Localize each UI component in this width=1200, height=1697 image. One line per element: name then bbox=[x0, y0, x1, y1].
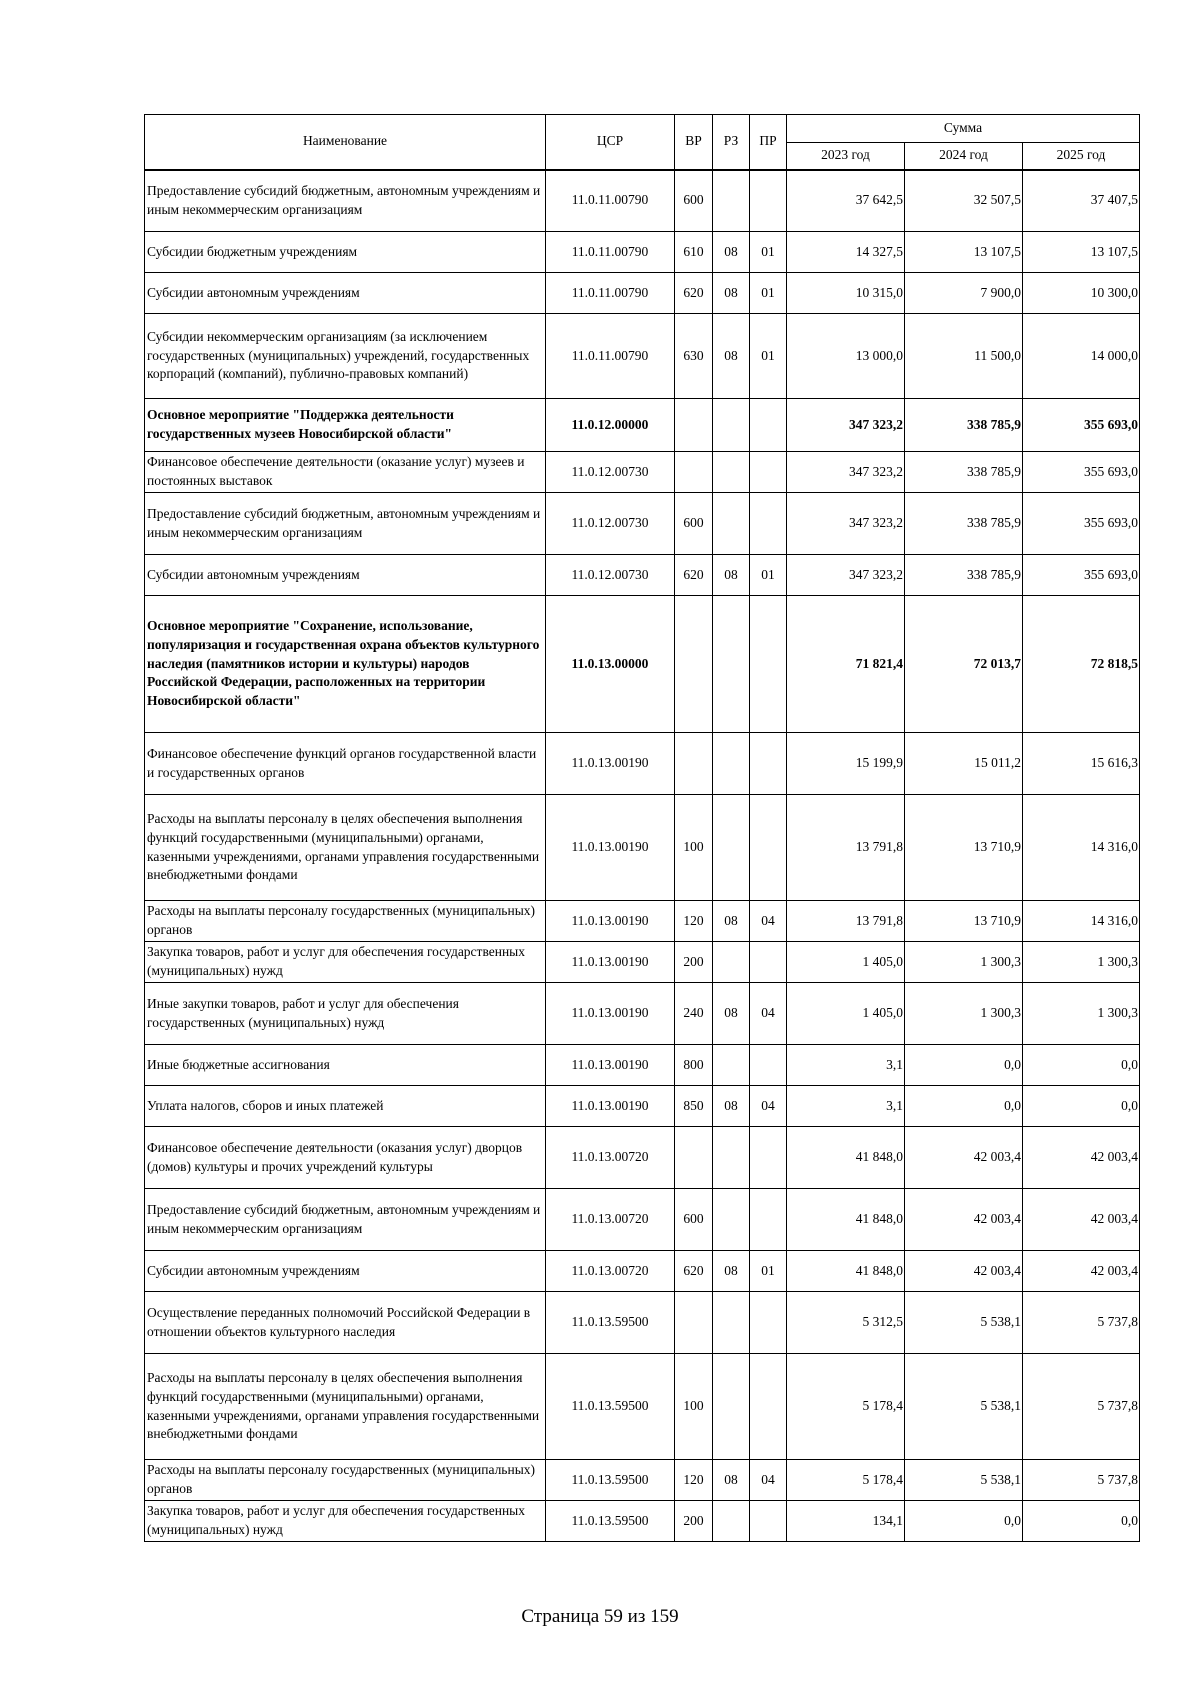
cell-vr: 120 bbox=[675, 901, 713, 942]
cell-csr: 11.0.13.59500 bbox=[546, 1354, 675, 1460]
cell-rz bbox=[713, 1045, 750, 1086]
cell-2025: 42 003,4 bbox=[1023, 1189, 1140, 1251]
table-row bbox=[145, 1251, 1140, 1292]
cell-rz bbox=[713, 1354, 750, 1460]
table-row bbox=[145, 1189, 1140, 1251]
cell-pr bbox=[750, 1127, 787, 1189]
table-row bbox=[145, 399, 1140, 452]
cell-vr: 600 bbox=[675, 170, 713, 232]
cell-csr: 11.0.13.00190 bbox=[546, 1045, 675, 1086]
cell-csr: 11.0.13.00190 bbox=[546, 942, 675, 983]
cell-rz: 08 bbox=[713, 901, 750, 942]
table-row bbox=[145, 942, 1140, 983]
cell-name: Расходы на выплаты персоналу в целях обеспечения выполнения функций государственными (муниципальными) органами, казенными учреждениями, органами управления государственными внебюджетными фондами bbox=[145, 1354, 546, 1460]
cell-pr bbox=[750, 399, 787, 452]
table-row bbox=[145, 314, 1140, 399]
cell-2023: 41 848,0 bbox=[787, 1189, 905, 1251]
cell-rz bbox=[713, 795, 750, 901]
cell-name: Субсидии бюджетным учреждениям bbox=[145, 232, 546, 273]
cell-2025: 1 300,3 bbox=[1023, 942, 1140, 983]
cell-2023: 5 178,4 bbox=[787, 1460, 905, 1501]
cell-pr bbox=[750, 1045, 787, 1086]
cell-2024: 42 003,4 bbox=[905, 1189, 1023, 1251]
table-row bbox=[145, 493, 1140, 555]
cell-name: Предоставление субсидий бюджетным, автономным учреждениям и иным некоммерческим организациям bbox=[145, 1189, 546, 1251]
table-row bbox=[145, 733, 1140, 795]
cell-pr bbox=[750, 1189, 787, 1251]
cell-name: Расходы на выплаты персоналу государственных (муниципальных) органов bbox=[145, 1460, 546, 1501]
cell-2025: 1 300,3 bbox=[1023, 983, 1140, 1045]
cell-2023: 3,1 bbox=[787, 1086, 905, 1127]
cell-vr: 120 bbox=[675, 1460, 713, 1501]
cell-pr: 01 bbox=[750, 1251, 787, 1292]
cell-csr: 11.0.13.00190 bbox=[546, 983, 675, 1045]
cell-name: Предоставление субсидий бюджетным, автономным учреждениям и иным некоммерческим организациям bbox=[145, 170, 546, 232]
cell-2025: 72 818,5 bbox=[1023, 596, 1140, 733]
cell-2025: 14 000,0 bbox=[1023, 314, 1140, 399]
table-row bbox=[145, 983, 1140, 1045]
cell-pr bbox=[750, 942, 787, 983]
cell-csr: 11.0.11.00790 bbox=[546, 273, 675, 314]
table-row bbox=[145, 596, 1140, 733]
cell-name: Уплата налогов, сборов и иных платежей bbox=[145, 1086, 546, 1127]
cell-csr: 11.0.12.00730 bbox=[546, 555, 675, 596]
cell-rz bbox=[713, 733, 750, 795]
cell-csr: 11.0.13.00190 bbox=[546, 795, 675, 901]
cell-pr: 04 bbox=[750, 901, 787, 942]
cell-csr: 11.0.12.00730 bbox=[546, 493, 675, 555]
cell-rz bbox=[713, 452, 750, 493]
cell-csr: 11.0.13.00190 bbox=[546, 901, 675, 942]
cell-2024: 0,0 bbox=[905, 1086, 1023, 1127]
cell-vr: 100 bbox=[675, 1354, 713, 1460]
cell-rz bbox=[713, 399, 750, 452]
cell-2023: 41 848,0 bbox=[787, 1127, 905, 1189]
cell-2023: 41 848,0 bbox=[787, 1251, 905, 1292]
cell-2024: 338 785,9 bbox=[905, 399, 1023, 452]
cell-vr bbox=[675, 596, 713, 733]
cell-vr bbox=[675, 733, 713, 795]
cell-rz: 08 bbox=[713, 232, 750, 273]
cell-name: Предоставление субсидий бюджетным, автономным учреждениям и иным некоммерческим организациям bbox=[145, 493, 546, 555]
cell-2023: 71 821,4 bbox=[787, 596, 905, 733]
cell-pr: 04 bbox=[750, 1460, 787, 1501]
cell-pr: 01 bbox=[750, 555, 787, 596]
cell-rz: 08 bbox=[713, 1086, 750, 1127]
cell-vr bbox=[675, 1292, 713, 1354]
cell-2023: 347 323,2 bbox=[787, 555, 905, 596]
cell-name: Расходы на выплаты персоналу государственных (муниципальных) органов bbox=[145, 901, 546, 942]
table-row bbox=[145, 1086, 1140, 1127]
cell-rz: 08 bbox=[713, 273, 750, 314]
cell-2025: 42 003,4 bbox=[1023, 1251, 1140, 1292]
cell-2023: 14 327,5 bbox=[787, 232, 905, 273]
cell-name: Иные бюджетные ассигнования bbox=[145, 1045, 546, 1086]
header-year-2024: 2024 год bbox=[905, 143, 1023, 170]
cell-pr bbox=[750, 795, 787, 901]
cell-2023: 5 312,5 bbox=[787, 1292, 905, 1354]
cell-2024: 338 785,9 bbox=[905, 493, 1023, 555]
cell-name: Субсидии некоммерческим организациям (за исключением государственных (муниципальных) учреждений, государственных корпораций (компаний), публично-правовых компаний) bbox=[145, 314, 546, 399]
cell-2024: 0,0 bbox=[905, 1501, 1023, 1542]
cell-2024: 5 538,1 bbox=[905, 1460, 1023, 1501]
cell-name: Субсидии автономным учреждениям bbox=[145, 555, 546, 596]
cell-2024: 5 538,1 bbox=[905, 1354, 1023, 1460]
table-body bbox=[145, 170, 1140, 1542]
cell-vr: 600 bbox=[675, 493, 713, 555]
cell-2023: 15 199,9 bbox=[787, 733, 905, 795]
cell-vr: 630 bbox=[675, 314, 713, 399]
header-pr: ПР bbox=[750, 115, 787, 170]
cell-2023: 3,1 bbox=[787, 1045, 905, 1086]
cell-2025: 5 737,8 bbox=[1023, 1460, 1140, 1501]
cell-vr: 620 bbox=[675, 555, 713, 596]
cell-rz bbox=[713, 596, 750, 733]
header-csr: ЦСР bbox=[546, 115, 675, 170]
cell-name: Осуществление переданных полномочий Российской Федерации в отношении объектов культурного наследия bbox=[145, 1292, 546, 1354]
cell-pr bbox=[750, 596, 787, 733]
cell-csr: 11.0.13.00720 bbox=[546, 1251, 675, 1292]
cell-pr: 01 bbox=[750, 232, 787, 273]
cell-2025: 5 737,8 bbox=[1023, 1292, 1140, 1354]
page-number: Страница 59 из 159 bbox=[521, 1606, 679, 1627]
cell-pr bbox=[750, 493, 787, 555]
cell-2024: 42 003,4 bbox=[905, 1251, 1023, 1292]
table-row bbox=[145, 232, 1140, 273]
cell-2025: 14 316,0 bbox=[1023, 795, 1140, 901]
cell-2025: 0,0 bbox=[1023, 1086, 1140, 1127]
cell-2024: 338 785,9 bbox=[905, 452, 1023, 493]
cell-2024: 72 013,7 bbox=[905, 596, 1023, 733]
cell-rz bbox=[713, 1189, 750, 1251]
cell-vr: 850 bbox=[675, 1086, 713, 1127]
header-year-2025: 2025 год bbox=[1023, 143, 1140, 170]
cell-vr: 610 bbox=[675, 232, 713, 273]
header-name: Наименование bbox=[145, 115, 546, 170]
cell-pr bbox=[750, 1292, 787, 1354]
table-row bbox=[145, 1460, 1140, 1501]
cell-rz bbox=[713, 1127, 750, 1189]
cell-csr: 11.0.13.59500 bbox=[546, 1460, 675, 1501]
cell-2025: 14 316,0 bbox=[1023, 901, 1140, 942]
cell-vr: 600 bbox=[675, 1189, 713, 1251]
cell-name: Финансовое обеспечение функций органов государственной власти и государственных органов bbox=[145, 733, 546, 795]
cell-rz: 08 bbox=[713, 1460, 750, 1501]
cell-2025: 15 616,3 bbox=[1023, 733, 1140, 795]
cell-2023: 5 178,4 bbox=[787, 1354, 905, 1460]
cell-vr bbox=[675, 399, 713, 452]
cell-name: Расходы на выплаты персоналу в целях обеспечения выполнения функций государственными (муниципальными) органами, казенными учреждениями, органами управления государственными внебюджетными фондами bbox=[145, 795, 546, 901]
table-row bbox=[145, 1354, 1140, 1460]
cell-csr: 11.0.13.00190 bbox=[546, 1086, 675, 1127]
cell-2024: 13 710,9 bbox=[905, 795, 1023, 901]
table-header bbox=[145, 115, 1140, 170]
cell-2025: 0,0 bbox=[1023, 1045, 1140, 1086]
table-row bbox=[145, 1127, 1140, 1189]
cell-2025: 13 107,5 bbox=[1023, 232, 1140, 273]
cell-name: Иные закупки товаров, работ и услуг для обеспечения государственных (муниципальных) нужд bbox=[145, 983, 546, 1045]
cell-csr: 11.0.13.00000 bbox=[546, 596, 675, 733]
cell-pr bbox=[750, 1501, 787, 1542]
cell-2025: 42 003,4 bbox=[1023, 1127, 1140, 1189]
cell-pr: 04 bbox=[750, 983, 787, 1045]
cell-rz bbox=[713, 942, 750, 983]
cell-rz bbox=[713, 493, 750, 555]
cell-vr bbox=[675, 1127, 713, 1189]
cell-2024: 15 011,2 bbox=[905, 733, 1023, 795]
cell-pr bbox=[750, 452, 787, 493]
header-year-2023: 2023 год bbox=[787, 143, 905, 170]
cell-2024: 338 785,9 bbox=[905, 555, 1023, 596]
cell-rz: 08 bbox=[713, 555, 750, 596]
table-row bbox=[145, 1045, 1140, 1086]
cell-rz bbox=[713, 1501, 750, 1542]
cell-rz: 08 bbox=[713, 1251, 750, 1292]
cell-pr: 01 bbox=[750, 273, 787, 314]
cell-2024: 11 500,0 bbox=[905, 314, 1023, 399]
cell-vr: 800 bbox=[675, 1045, 713, 1086]
cell-2023: 347 323,2 bbox=[787, 493, 905, 555]
cell-2023: 37 642,5 bbox=[787, 170, 905, 232]
cell-vr: 240 bbox=[675, 983, 713, 1045]
cell-2024: 0,0 bbox=[905, 1045, 1023, 1086]
header-rz: РЗ bbox=[713, 115, 750, 170]
cell-2023: 10 315,0 bbox=[787, 273, 905, 314]
cell-csr: 11.0.13.00190 bbox=[546, 733, 675, 795]
cell-name: Финансовое обеспечение деятельности (оказание услуг) музеев и постоянных выставок bbox=[145, 452, 546, 493]
cell-2025: 355 693,0 bbox=[1023, 493, 1140, 555]
cell-2023: 1 405,0 bbox=[787, 983, 905, 1045]
cell-pr: 04 bbox=[750, 1086, 787, 1127]
cell-name: Основное мероприятие "Поддержка деятельности государственных музеев Новосибирской области" bbox=[145, 399, 546, 452]
cell-2024: 42 003,4 bbox=[905, 1127, 1023, 1189]
table-row bbox=[145, 1292, 1140, 1354]
cell-pr: 01 bbox=[750, 314, 787, 399]
cell-rz: 08 bbox=[713, 983, 750, 1045]
cell-2023: 13 000,0 bbox=[787, 314, 905, 399]
cell-2023: 13 791,8 bbox=[787, 795, 905, 901]
cell-2024: 13 107,5 bbox=[905, 232, 1023, 273]
cell-csr: 11.0.11.00790 bbox=[546, 170, 675, 232]
cell-2024: 13 710,9 bbox=[905, 901, 1023, 942]
cell-csr: 11.0.13.59500 bbox=[546, 1292, 675, 1354]
cell-name: Закупка товаров, работ и услуг для обеспечения государственных (муниципальных) нужд bbox=[145, 1501, 546, 1542]
header-vr: ВР bbox=[675, 115, 713, 170]
cell-2025: 355 693,0 bbox=[1023, 452, 1140, 493]
cell-2024: 7 900,0 bbox=[905, 273, 1023, 314]
table-row bbox=[145, 170, 1140, 232]
cell-csr: 11.0.12.00730 bbox=[546, 452, 675, 493]
table-row bbox=[145, 273, 1140, 314]
cell-name: Основное мероприятие "Сохранение, использование, популяризация и государственная охрана объектов культурного наследия (памятников истории и культуры) народов Российской Федерации, расположенных на территории Новосибирской области" bbox=[145, 596, 546, 733]
cell-pr bbox=[750, 733, 787, 795]
cell-2024: 5 538,1 bbox=[905, 1292, 1023, 1354]
cell-2025: 10 300,0 bbox=[1023, 273, 1140, 314]
header-sum: Сумма bbox=[787, 115, 1140, 143]
cell-rz bbox=[713, 170, 750, 232]
cell-name: Финансовое обеспечение деятельности (оказания услуг) дворцов (домов) культуры и прочих учреждений культуры bbox=[145, 1127, 546, 1189]
cell-name: Субсидии автономным учреждениям bbox=[145, 273, 546, 314]
cell-name: Закупка товаров, работ и услуг для обеспечения государственных (муниципальных) нужд bbox=[145, 942, 546, 983]
cell-2023: 1 405,0 bbox=[787, 942, 905, 983]
cell-vr: 100 bbox=[675, 795, 713, 901]
cell-pr bbox=[750, 170, 787, 232]
cell-2023: 13 791,8 bbox=[787, 901, 905, 942]
cell-2023: 347 323,2 bbox=[787, 452, 905, 493]
cell-2024: 1 300,3 bbox=[905, 942, 1023, 983]
cell-vr: 200 bbox=[675, 1501, 713, 1542]
cell-csr: 11.0.13.00720 bbox=[546, 1127, 675, 1189]
cell-rz bbox=[713, 1292, 750, 1354]
cell-csr: 11.0.13.00720 bbox=[546, 1189, 675, 1251]
cell-vr: 620 bbox=[675, 273, 713, 314]
table-row bbox=[145, 555, 1140, 596]
cell-2025: 37 407,5 bbox=[1023, 170, 1140, 232]
cell-2025: 355 693,0 bbox=[1023, 399, 1140, 452]
table-row bbox=[145, 901, 1140, 942]
table-row bbox=[145, 1501, 1140, 1542]
cell-2023: 134,1 bbox=[787, 1501, 905, 1542]
cell-csr: 11.0.11.00790 bbox=[546, 314, 675, 399]
cell-csr: 11.0.11.00790 bbox=[546, 232, 675, 273]
cell-vr: 200 bbox=[675, 942, 713, 983]
cell-vr: 620 bbox=[675, 1251, 713, 1292]
budget-table bbox=[144, 114, 1140, 1542]
table-row bbox=[145, 452, 1140, 493]
cell-name: Субсидии автономным учреждениям bbox=[145, 1251, 546, 1292]
cell-csr: 11.0.12.00000 bbox=[546, 399, 675, 452]
cell-pr bbox=[750, 1354, 787, 1460]
cell-2024: 1 300,3 bbox=[905, 983, 1023, 1045]
cell-2023: 347 323,2 bbox=[787, 399, 905, 452]
cell-2025: 355 693,0 bbox=[1023, 555, 1140, 596]
table-row bbox=[145, 795, 1140, 901]
cell-2025: 5 737,8 bbox=[1023, 1354, 1140, 1460]
cell-2024: 32 507,5 bbox=[905, 170, 1023, 232]
cell-2025: 0,0 bbox=[1023, 1501, 1140, 1542]
cell-rz: 08 bbox=[713, 314, 750, 399]
cell-vr bbox=[675, 452, 713, 493]
cell-csr: 11.0.13.59500 bbox=[546, 1501, 675, 1542]
